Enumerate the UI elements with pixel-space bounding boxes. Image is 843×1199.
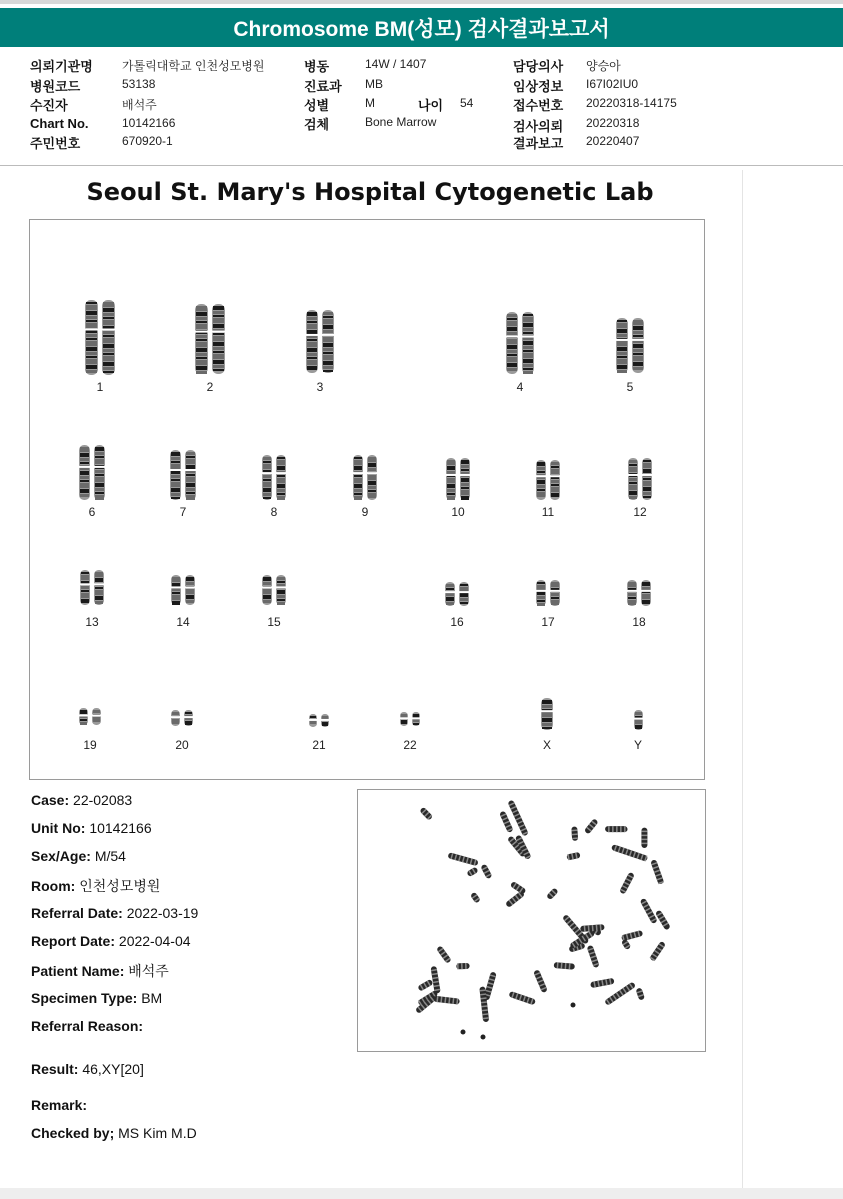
meta-value-hospital-code: 53138 <box>122 77 156 91</box>
info-remark-label: Remark: <box>31 1097 88 1113</box>
chromosome-pair-7 <box>170 450 196 500</box>
chromosome-pair-5 <box>616 318 644 373</box>
chromosome-pair-11 <box>536 460 560 500</box>
chromosome-label-7: 7 <box>179 505 187 519</box>
meta-label-resident-no: 주민번호 <box>30 136 81 151</box>
report-title-bar <box>0 8 843 47</box>
chromosome-pair-y <box>634 710 643 730</box>
info-report-date-value: 2022-04-04 <box>118 933 191 949</box>
chromosome-label-18: 18 <box>632 615 646 629</box>
report-title: Chromosome BM(성모) 검사결과보고서 <box>233 17 610 41</box>
chromosome-label-13: 13 <box>85 615 99 629</box>
meta-value-age: 54 <box>460 96 474 110</box>
meta-label-hospital-code: 병원코드 <box>30 79 81 94</box>
info-result-value: 46,XY[20] <box>82 1061 144 1077</box>
chromosome-pair-x <box>541 698 553 730</box>
info-unit-value: 10142166 <box>89 820 152 836</box>
top-rule <box>0 0 843 4</box>
meta-label-ward: 병동 <box>304 59 330 74</box>
info-specimen-type <box>31 990 162 1006</box>
meta-value-resident-no: 670920-1 <box>122 134 173 148</box>
chromosome-label-17: 17 <box>541 615 555 629</box>
chromosome-pair-1 <box>85 300 115 375</box>
chromosome-label-1: 1 <box>96 380 104 394</box>
info-referral-date-value: 2022-03-19 <box>126 905 199 921</box>
info-specimen-label: Specimen Type: <box>31 990 138 1006</box>
chromosome-label-15: 15 <box>267 615 281 629</box>
meta-label-physician: 담당의사 <box>513 59 564 74</box>
meta-value-request-date: 20220318 <box>586 116 640 130</box>
meta-label-report-date: 결과보고 <box>513 136 564 151</box>
info-sex-age <box>31 848 126 864</box>
meta-label-patient: 수진자 <box>30 98 68 113</box>
chromosome-label-4: 4 <box>516 380 524 394</box>
chromosome-pair-14 <box>171 575 195 605</box>
info-unit <box>31 820 152 836</box>
chromosome-label-2: 2 <box>206 380 214 394</box>
meta-label-institution: 의뢰기관명 <box>30 59 93 74</box>
info-checked-label: Checked by; <box>31 1125 115 1141</box>
chromosome-pair-16 <box>445 582 469 606</box>
meta-value-ward: 14W / 1407 <box>365 57 427 71</box>
info-case <box>31 792 132 808</box>
meta-value-specimen: Bone Marrow <box>365 115 437 129</box>
info-sexage-label: Sex/Age: <box>31 848 91 864</box>
meta-label-chart-no: Chart No. <box>30 116 89 131</box>
chromosome-pair-17 <box>536 580 560 606</box>
info-referral-date <box>31 905 198 921</box>
info-case-value: 22-02083 <box>73 792 133 808</box>
chromosome-label-6: 6 <box>88 505 96 519</box>
info-unit-label: Unit No: <box>31 820 86 836</box>
chromosome-pair-18 <box>627 580 651 606</box>
chromosome-label-12: 12 <box>633 505 647 519</box>
chromosome-label-20: 20 <box>175 738 189 752</box>
info-result <box>31 1061 144 1077</box>
lab-title: Seoul St. Mary's Hospital Cytogenetic Lab <box>86 178 654 206</box>
page-right-rule <box>742 170 743 1188</box>
meta-label-accession-no: 접수번호 <box>513 98 564 113</box>
chromosome-pair-15 <box>262 575 286 605</box>
chromosome-label-5: 5 <box>626 380 634 394</box>
meta-value-patient: 배석주 <box>122 98 157 112</box>
chromosome-label-x: X <box>542 738 551 752</box>
meta-value-report-date: 20220407 <box>586 134 640 148</box>
meta-label-sex: 성별 <box>304 98 330 113</box>
meta-label-specimen: 검체 <box>304 117 330 132</box>
chromosome-pair-13 <box>80 570 104 605</box>
info-case-label: Case: <box>31 792 70 808</box>
chromosome-pair-10 <box>446 458 470 500</box>
chromosome-label-11: 11 <box>541 505 555 519</box>
info-patient-name <box>31 961 169 981</box>
info-patient-value: 배석주 <box>128 963 169 979</box>
info-checked-by <box>31 1125 197 1141</box>
info-report-date-label: Report Date: <box>31 933 116 949</box>
info-room-value: 인천성모병원 <box>79 878 161 894</box>
chromosome-pair-9 <box>353 455 377 500</box>
chromosome-pair-8 <box>262 455 286 500</box>
chromosome-pair-2 <box>195 304 225 374</box>
info-referral-reason <box>31 1018 143 1034</box>
chromosome-pair-3 <box>306 310 334 373</box>
chromosome-pair-21 <box>309 714 329 727</box>
meta-value-sex: M <box>365 96 375 110</box>
info-room-label: Room: <box>31 878 76 894</box>
info-result-label: Result: <box>31 1061 79 1077</box>
meta-label-clinical-info: 임상정보 <box>513 79 564 94</box>
chromosome-label-3: 3 <box>316 380 324 394</box>
meta-label-department: 진료과 <box>304 79 342 94</box>
info-patient-label: Patient Name: <box>31 963 125 979</box>
chromosome-pair-20 <box>171 710 193 726</box>
chromosome-pair-12 <box>628 458 652 500</box>
chromosome-label-21: 21 <box>312 738 326 752</box>
meta-value-department: MB <box>365 77 383 91</box>
chromosome-pair-19 <box>79 708 101 725</box>
karyotype-panel <box>29 219 705 780</box>
chromosome-pair-6 <box>79 445 105 500</box>
info-sexage-value: M/54 <box>94 848 126 864</box>
chromosome-label-22: 22 <box>403 738 417 752</box>
meta-value-accession-no: 20220318-14175 <box>586 96 677 110</box>
info-referral-date-label: Referral Date: <box>31 905 123 921</box>
metaphase-spread-graphic <box>358 790 705 1051</box>
chromosome-pair-22 <box>400 712 420 726</box>
chromosome-label-8: 8 <box>270 505 278 519</box>
info-report-date <box>31 933 191 949</box>
page-bottom-band <box>0 1188 843 1199</box>
info-specimen-value: BM <box>141 990 163 1006</box>
info-remark <box>31 1097 87 1113</box>
chromosome-pair-4 <box>506 312 534 374</box>
meta-value-physician: 양승아 <box>586 59 621 73</box>
chromosome-label-y: Y <box>633 738 642 752</box>
meta-value-chart-no: 10142166 <box>122 116 176 130</box>
chromosome-label-14: 14 <box>176 615 190 629</box>
info-reason-label: Referral Reason: <box>31 1018 144 1034</box>
meta-value-clinical-info: I67I02IU0 <box>586 77 639 91</box>
metaphase-spread-image <box>357 789 706 1052</box>
meta-label-age: 나이 <box>418 98 444 113</box>
meta-label-request-date: 검사의뢰 <box>513 119 564 134</box>
info-room <box>31 876 160 896</box>
chromosome-label-16: 16 <box>450 615 464 629</box>
patient-meta <box>0 47 843 166</box>
meta-value-institution: 가톨릭대학교 인천성모병원 <box>122 59 265 73</box>
chromosome-label-10: 10 <box>451 505 465 519</box>
chromosome-label-9: 9 <box>361 505 369 519</box>
info-checked-value: MS Kim M.D <box>118 1125 197 1141</box>
chromosome-label-19: 19 <box>83 738 97 752</box>
